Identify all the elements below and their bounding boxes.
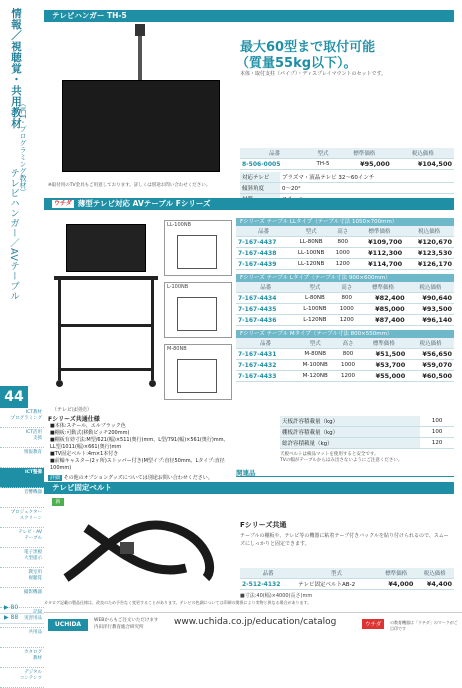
col-code: 品番 [240, 148, 309, 159]
av-table-section-header [44, 198, 454, 210]
brand-logo: ウチダ [54, 200, 72, 207]
col-tax-price: 税込価格 [392, 148, 454, 159]
cell-code: 7-167-4434 [236, 293, 296, 304]
price-group [236, 330, 454, 382]
spec-line: ■本体:スチール、エルブラック色 [50, 423, 126, 429]
tv-caption: （テレビは別売） [52, 407, 92, 413]
column-header: 型式 [296, 282, 334, 293]
av-table-price-groups [236, 218, 454, 386]
sidebar-category-item[interactable]: 教室用 視聴覚 [0, 568, 44, 588]
cell-price: ¥109,700 [354, 237, 404, 248]
cell-price: ¥82,400 [359, 293, 406, 304]
av-table-image [54, 220, 158, 388]
cell-price: ¥112,300 [354, 248, 404, 259]
drawing-m: M-80NB [164, 344, 232, 400]
belt-size-note: ■寸法:40(幅)×4000(長さ)mm [240, 593, 313, 599]
cell-height: 1000 [334, 304, 359, 315]
table-row [236, 293, 454, 304]
cell-model: M-80NB [295, 349, 336, 360]
spec-row: 対応テレビ プラズマ・液晶テレビ 32～60インチ [240, 172, 454, 183]
cell-tax-price: ¥59,070 [407, 360, 454, 371]
cell-model: L-120NB [296, 315, 334, 326]
tv-hanger-image [52, 24, 230, 182]
belt-series-title: Fシリーズ共通 [240, 521, 287, 529]
cell-tax-price: ¥56,650 [407, 349, 454, 360]
table-row: 2-512-4132 テレビ固定ベルトAB-2 ¥4,000 ¥4,400 [242, 580, 452, 588]
related-items-label: 関連品 [236, 468, 454, 477]
price-group [236, 274, 454, 326]
uchida-logo: UCHIDA [48, 619, 88, 631]
vertical-title-sub: （ICT・プログラミング教材） [19, 100, 27, 196]
hanger-headline-2: （質量55kg以下）。 [236, 56, 357, 71]
cell-tax-price: ¥120,670 [404, 237, 454, 248]
table-row: 棚板許容積載量（kg） 100 [280, 427, 454, 438]
spec-line: ■前輪キャスター(2ヶ所)ストッパー付き(M型イプ:直径50mm、Lタイプ:直径 [50, 458, 225, 464]
spec-line: ■TV固定ベルト:4m×1本付き [50, 451, 119, 457]
cell-height: 1000 [335, 360, 360, 371]
sidebar-category-item[interactable]: ICT活用 支援 [0, 428, 44, 448]
footnote: カタログ記載の製品仕様は、改良のため予告なく変更することがあります。テレビの色調については印刷の関係により実物と異なる場合があります。 [44, 600, 312, 605]
caster-icon [149, 380, 156, 387]
cell-model: L-80NB [296, 293, 334, 304]
column-header: 型式 [295, 338, 336, 349]
cell-code: 7-167-4437 [236, 237, 291, 248]
cell-tax-price: ¥96,140 [407, 315, 454, 326]
cell-code: 7-167-4436 [236, 315, 296, 326]
belt-price-table: 品番 型式 標準価格 税込価格 2-512-4132 テレビ固定ベルトAB-2 ¥4,000 ¥4,400 ■寸法:40(幅)×4000(長さ)mm [240, 568, 454, 599]
hanger-ceiling-mount [135, 24, 145, 36]
category-list [0, 408, 44, 688]
cell-price: ¥87,400 [359, 315, 406, 326]
col-price: 標準価格 [337, 148, 392, 159]
vertical-section-title: テレビハンガー／AVテーブル [8, 168, 19, 302]
av-table-title: 薄型テレビ対応 AVテーブル Fシリーズ [77, 199, 211, 208]
drawing-ll: LL-100NB [164, 220, 232, 276]
column-header: 型式 [291, 226, 331, 237]
catalog-url-link[interactable]: www.uchida.co.jp/education/catalog [174, 617, 337, 627]
cell-tax-price: ¥126,170 [404, 259, 454, 270]
spec-row: 傾斜角度 0～20° [240, 183, 454, 194]
belt-description: テーブルの棚板や、テレビ等の機器に粘着テープ付きバックルを貼り付けられるので、スムーズにしっかりと固定できます。 [240, 533, 449, 547]
load-note: 天板ベルトは検品マットを使用すると安全です。 TVの幅がテーブルからはみ出さないようにご注意ください。 [280, 452, 403, 463]
table-row [236, 248, 454, 259]
right-brand-logo: ウチダ [362, 619, 384, 629]
column-header: 標準価格 [354, 226, 404, 237]
table-row [240, 159, 454, 170]
table-row [236, 315, 454, 326]
cell-price: ¥51,500 [360, 349, 407, 360]
hanger-price-table [240, 148, 454, 205]
sidebar-category-item[interactable]: 共用品 [0, 628, 44, 648]
price-group-heading: Fシリーズ テーブル LLタイプ（テーブル寸法 1050×700mm） [236, 218, 454, 226]
cell-height: 1200 [335, 371, 360, 382]
sidebar-category-item[interactable]: カタログ 教材 [0, 648, 44, 668]
cell-height: 800 [331, 237, 354, 248]
cell-model: M-120NB [295, 371, 336, 382]
sidebar-category-item[interactable]: 情報教育 [0, 448, 44, 468]
tv-screen [62, 80, 220, 172]
column-header: 高さ [331, 226, 354, 237]
column-header: 品番 [236, 282, 296, 293]
cell-price: ¥53,700 [360, 360, 407, 371]
price-group-heading: Fシリーズ テーブル Lタイプ（テーブル寸法 900×600mm） [236, 274, 454, 282]
cell-price: ¥85,000 [359, 304, 406, 315]
product-model: TH-5 [309, 159, 337, 170]
table-row [236, 360, 454, 371]
cell-code: 7-167-4439 [236, 259, 291, 270]
spec-line: ■棚板:可動式(移動ピッチ200mm) [50, 430, 130, 436]
common-spec-title: Fシリーズ共通仕様 [48, 416, 100, 423]
cell-code: 7-167-4435 [236, 304, 296, 315]
cell-tax-price: ¥60,500 [407, 371, 454, 382]
col-model: 型式 [309, 148, 337, 159]
cell-height: 1200 [331, 259, 354, 270]
page-tab[interactable]: ▶ 88 [0, 614, 44, 624]
cell-tax-price: ¥123,530 [404, 248, 454, 259]
column-header: 高さ [334, 282, 359, 293]
column-header: 標準価格 [360, 338, 407, 349]
footer: UCHIDA WEBからもご注文いただけます 内田洋行教育総合研究所 www.uchida.co.jp/education/catalog ウチダ の教育機器は「ウチダ」のマークがご目印です [44, 612, 462, 644]
sidebar-category-item[interactable]: テレビ・AV テーブル [0, 528, 44, 548]
tv-on-table [66, 224, 146, 272]
cell-model: L-100NB [296, 304, 334, 315]
common-specs [48, 414, 248, 481]
column-header: 高さ [335, 338, 360, 349]
cell-height: 800 [335, 349, 360, 360]
product-price: ¥95,000 [337, 159, 392, 170]
sidebar-category-item[interactable]: プロジェクター スクリーン [0, 508, 44, 528]
product-code: 8-506-0005 [240, 159, 309, 170]
hanger-section-header [44, 10, 454, 22]
page-tabs [0, 604, 44, 624]
cell-model: LL-80NB [291, 237, 331, 248]
cell-model: LL-120NB [291, 259, 331, 270]
cell-height: 800 [334, 293, 359, 304]
table-row [236, 371, 454, 382]
table-row: 総許容積載量（kg） 120 [280, 438, 454, 449]
cell-tax-price: ¥90,640 [407, 293, 454, 304]
sidebar-category-item[interactable]: ICT整備 [0, 468, 44, 488]
caster-icon [56, 380, 63, 387]
cell-price: ¥55,000 [360, 371, 407, 382]
cell-tax-price: ¥93,500 [407, 304, 454, 315]
cell-code: 7-167-4431 [236, 349, 295, 360]
sidebar-category-item[interactable]: 電子黒板 大型提示 [0, 548, 44, 568]
sidebar [0, 0, 44, 681]
belt-image [56, 508, 226, 594]
column-header: 品番 [236, 226, 291, 237]
page-tab[interactable]: ▶ 80 [0, 604, 44, 614]
cell-model: M-100NB [295, 360, 336, 371]
cell-code: 7-167-4433 [236, 371, 295, 382]
detail-note: 詳細 その他のオプショングッズについては別途お問い合わせください。 [50, 475, 213, 481]
sidebar-category-item[interactable]: ICT教材 プログラミング [0, 408, 44, 428]
hanger-note: ※取付用のTV金具もご用意しております。詳しくは別途お問い合わせください。 [48, 183, 211, 188]
table-row [236, 349, 454, 360]
price-group-heading: Fシリーズ テーブル Mタイプ（テーブル寸法 800×550mm） [236, 330, 454, 338]
cell-height: 1000 [331, 248, 354, 259]
hanger-headline-1: 最大60型まで取付可能 [240, 40, 376, 55]
new-badge: 新 [52, 498, 64, 506]
spec-line: ■棚板有効寸法:M型/621(幅)×511(奥行)mm、L型/791(幅)×561(奥行)mm、 [50, 437, 229, 443]
detail-badge: 詳細 [50, 475, 61, 481]
hanger-title: テレビハンガー TH-5 [52, 11, 127, 20]
hanger-pole [138, 36, 142, 82]
cell-code: 7-167-4432 [236, 360, 295, 371]
spec-line: 100mm) [50, 465, 72, 471]
table-row [236, 237, 454, 248]
table-row [236, 259, 454, 270]
column-header: 税込価格 [404, 226, 454, 237]
page-number: 44 [0, 386, 28, 408]
sidebar-category-item[interactable]: デジタル コンテンツ [0, 668, 44, 688]
spec-line: LL型/1011(幅)×661(奥行)mm [50, 444, 122, 450]
belt-title: テレビ固定ベルト [52, 483, 112, 492]
cell-price: ¥114,700 [354, 259, 404, 270]
price-group [236, 218, 454, 270]
column-header: 品番 [236, 338, 295, 349]
column-header: 標準価格 [359, 282, 406, 293]
vertical-title: 情報／視聴覚・共用教材 [10, 8, 22, 129]
cell-height: 1200 [334, 315, 359, 326]
belt-section-header [44, 482, 454, 494]
sidebar-category-item[interactable]: 撮影機器 [0, 588, 44, 608]
cell-code: 7-167-4438 [236, 248, 291, 259]
product-tax-price: ¥104,500 [392, 159, 454, 170]
sidebar-category-item[interactable]: 音響機器 [0, 488, 44, 508]
load-table [280, 416, 454, 463]
table-row: 天板許容積載量（kg） 100 [280, 416, 454, 427]
cell-model: LL-100NB [291, 248, 331, 259]
table-row [236, 304, 454, 315]
hanger-subline: 本体・取付支柱（パイプ）・ディスプレイマウントのセットです。 [240, 71, 387, 77]
sidebar-category-item[interactable]: 記録 実習用品 [0, 608, 44, 628]
column-header: 税込価格 [407, 338, 454, 349]
column-header: 税込価格 [407, 282, 454, 293]
drawing-l: L-100NB [164, 282, 232, 338]
